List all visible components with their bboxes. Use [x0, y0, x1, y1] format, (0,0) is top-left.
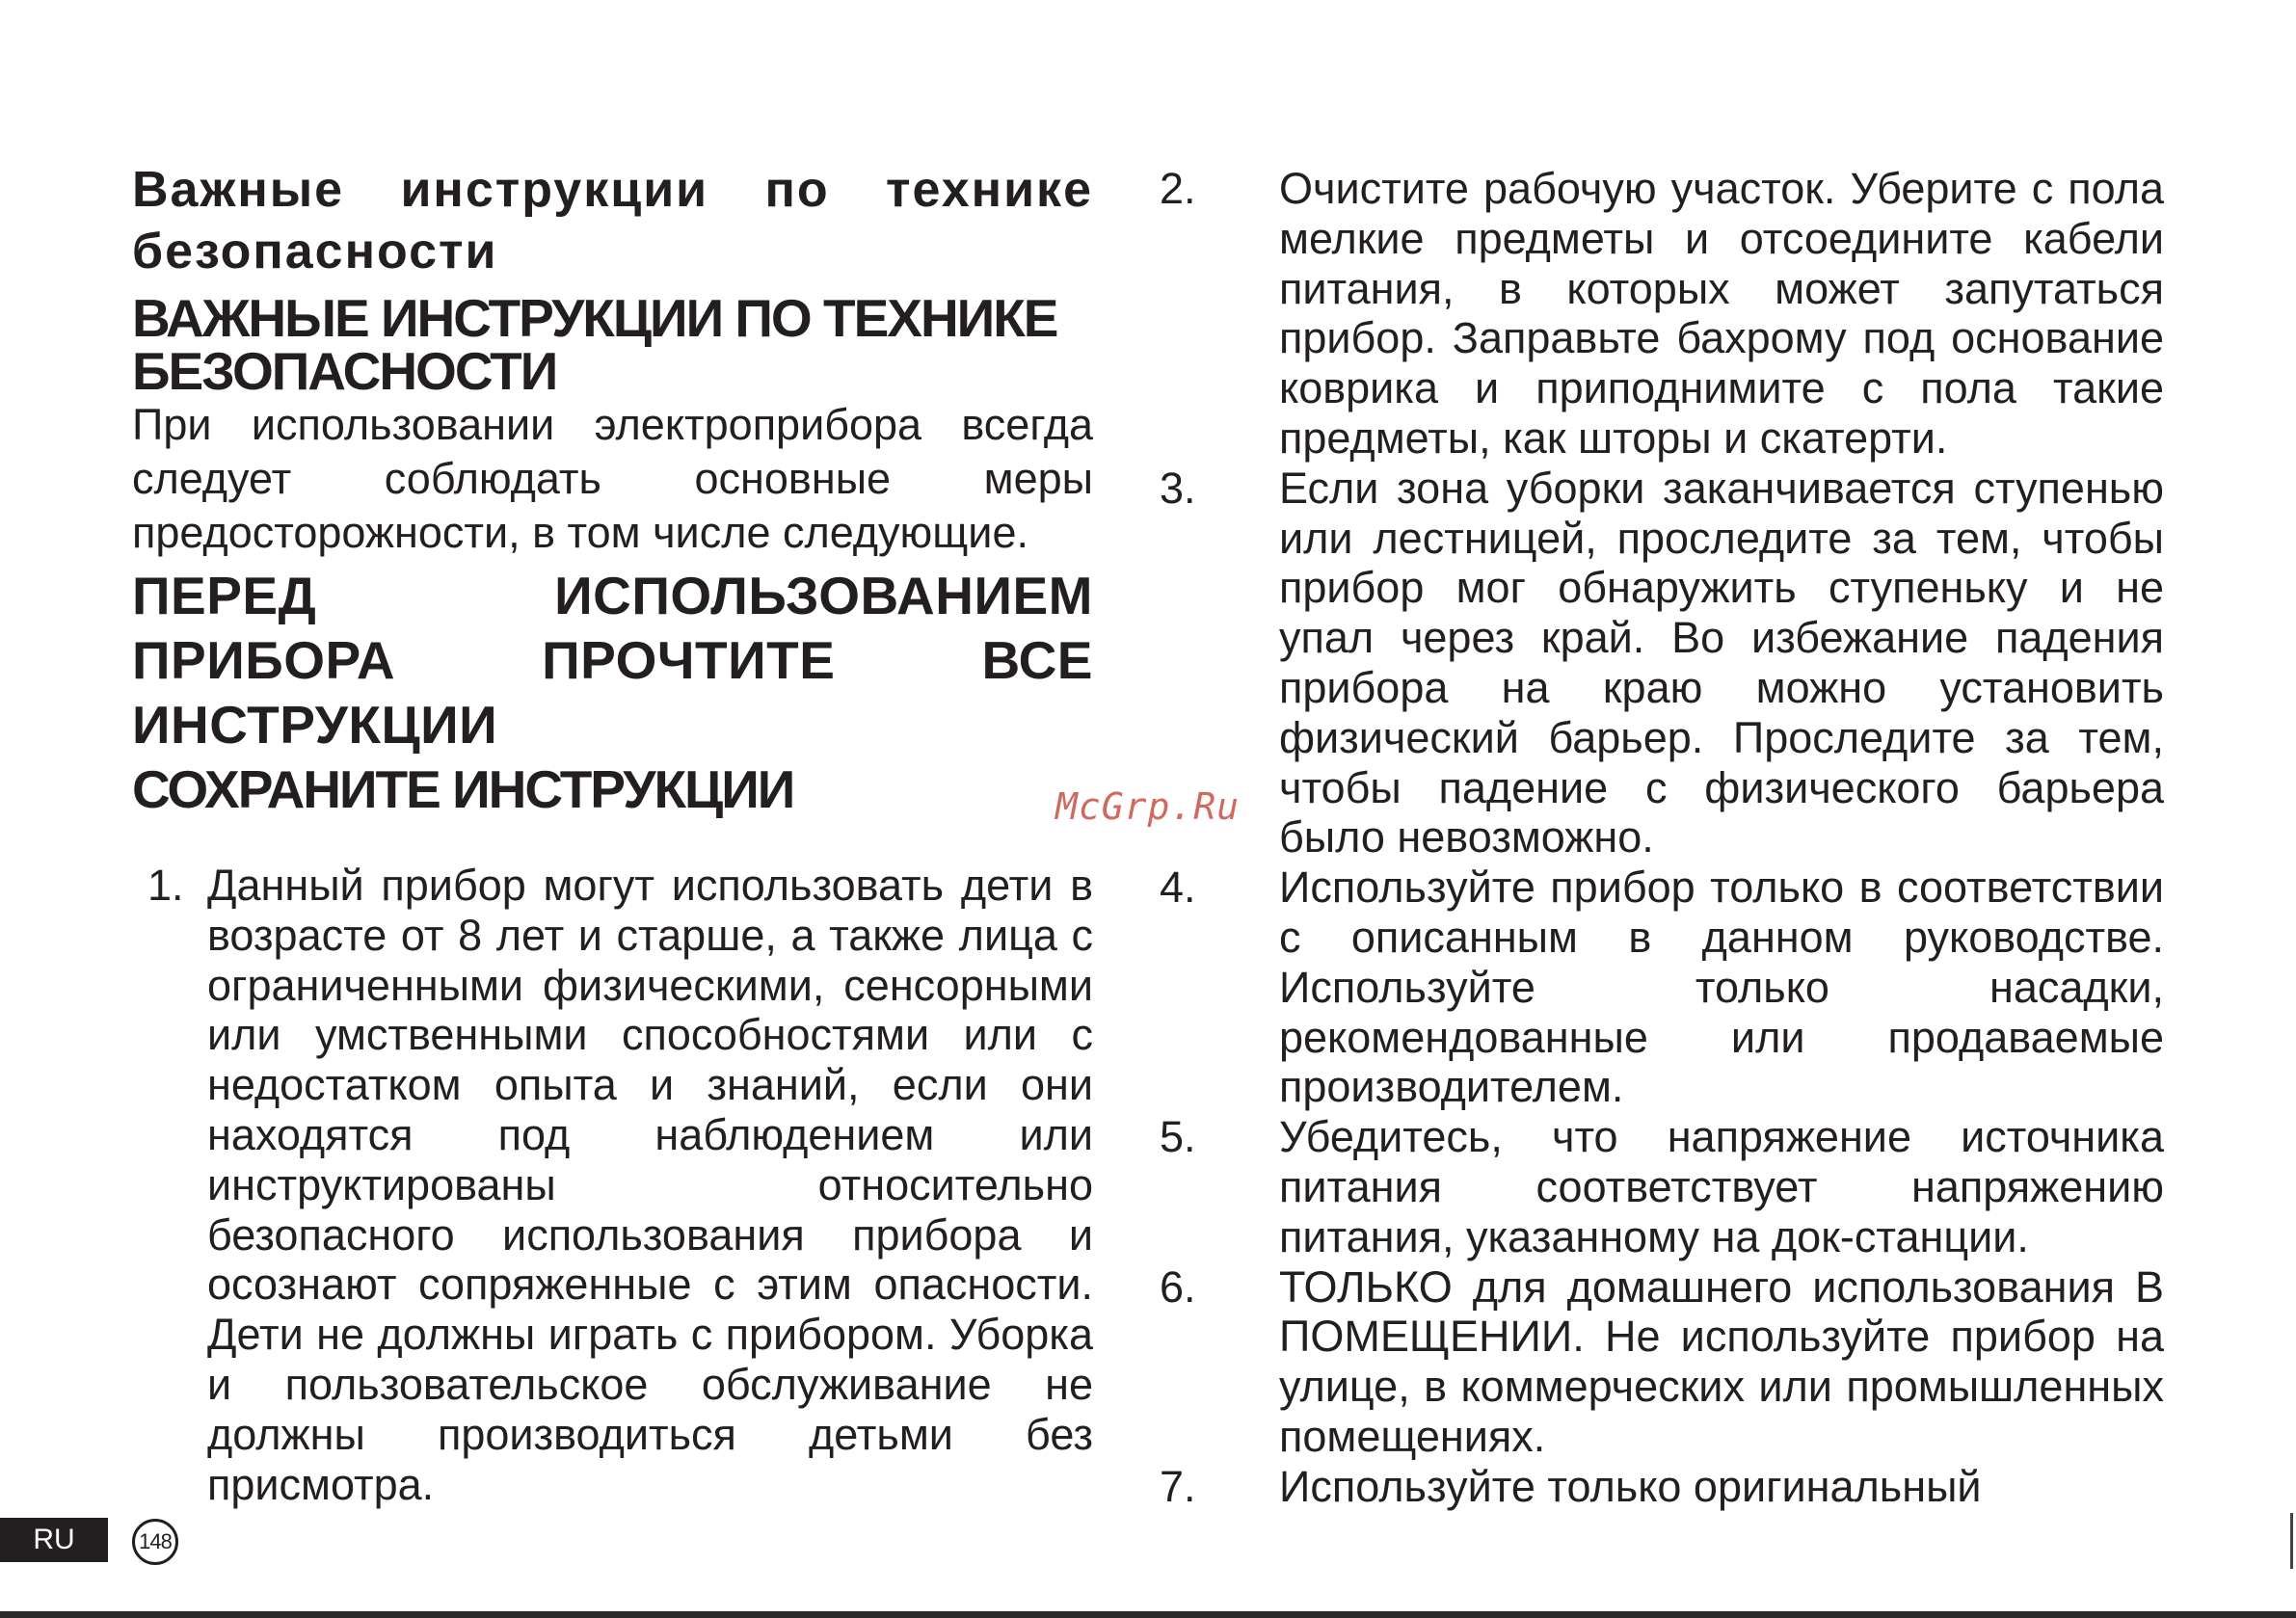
watermark: McGrp.Ru — [1055, 785, 1241, 828]
list-item — [1160, 164, 2164, 464]
item-number: 3. — [1160, 463, 1196, 513]
save-instructions-heading: СОХРАНИТЕ ИНСТРУКЦИИ — [132, 759, 794, 819]
item-number: 4. — [1160, 862, 1196, 913]
list-item — [1160, 463, 2164, 862]
item-text: Данный прибор могут использовать дети в возрасте от 8 лет и старше, а также лица с ограниченными физическими, сенсорными или умственными способностями или с недостатком опыта и знаний, если они находятся под наблюдением или инструктированы относительно безопасного использования прибора и осознают сопряженные с этим опасности. Дети не должны играть с прибором. Уборка и пользовательское обслуживание не должны производиться детьми без присмотра. — [207, 861, 1093, 1509]
list-item — [1160, 862, 2164, 1112]
right-column — [1160, 164, 2164, 1512]
section-title: Важные инструкции по технике безопасности — [132, 162, 1093, 279]
item-text: Убедитесь, что напряжение источника питания соответствует напряжению питания, указанному на док-станции. — [1279, 1112, 2164, 1261]
item-number: 5. — [1160, 1112, 1196, 1162]
list-item — [147, 861, 1093, 1509]
item-text: ТОЛЬКО для домашнего использования В ПОМЕЩЕНИИ. Не используйте прибор на улице, в коммерческих или промышленных помещениях. — [1279, 1261, 2164, 1461]
intro-paragraph: При использовании электроприбора всегда следует соблюдать основные меры предосторожности, в том числе следующие. — [132, 400, 1093, 557]
item-number: 1. — [147, 861, 184, 910]
item-text: Используйте только оригинальный — [1279, 1461, 1982, 1511]
instruction-list-left — [132, 861, 1093, 1509]
read-instructions-heading: ПЕРЕД ИСПОЛЬЗОВАНИЕМ ПРИБОРА ПРОЧТИТЕ ВСЕ ИНСТРУКЦИИ — [132, 566, 1093, 755]
item-number: 7. — [1160, 1461, 1196, 1511]
section-title-uppercase: ВАЖНЫЕ ИНСТРУКЦИИ ПО ТЕХНИКЕ БЕЗОПАСНОСТИ — [132, 288, 1057, 401]
bottom-divider — [0, 1611, 2296, 1618]
list-item — [1160, 1112, 2164, 1261]
left-column — [132, 159, 1093, 1509]
item-number: 2. — [1160, 164, 1196, 213]
list-item — [1160, 1261, 2164, 1462]
instruction-list-right — [1160, 164, 2164, 1512]
list-item — [1160, 1461, 2164, 1512]
item-text: Очистите рабочую участок. Уберите с пола мелкие предметы и отсоедините кабели питания, в которых может запутаться прибор. Заправьте бахрому под основание коврика и приподнимите с пола такие предметы, как шторы и скатерти. — [1279, 164, 2164, 463]
item-text: Используйте прибор только в соответствии с описанным в данном руководстве. Используйте только насадки, рекомендованные или продаваемые производителем. — [1279, 862, 2164, 1112]
item-text: Если зона уборки заканчивается ступенью или лестницей, проследите за тем, чтобы прибор мог обнаружить ступеньку и не упал через край. Во избежание падения прибора на краю можно установить физический барьер. Проследите за тем, чтобы падение с физического барьера было невозможно. — [1279, 463, 2164, 862]
item-number: 6. — [1160, 1261, 1196, 1312]
language-badge: RU — [0, 1518, 108, 1562]
page-number: 148 — [132, 1519, 178, 1565]
edge-mark — [2290, 1513, 2293, 1569]
